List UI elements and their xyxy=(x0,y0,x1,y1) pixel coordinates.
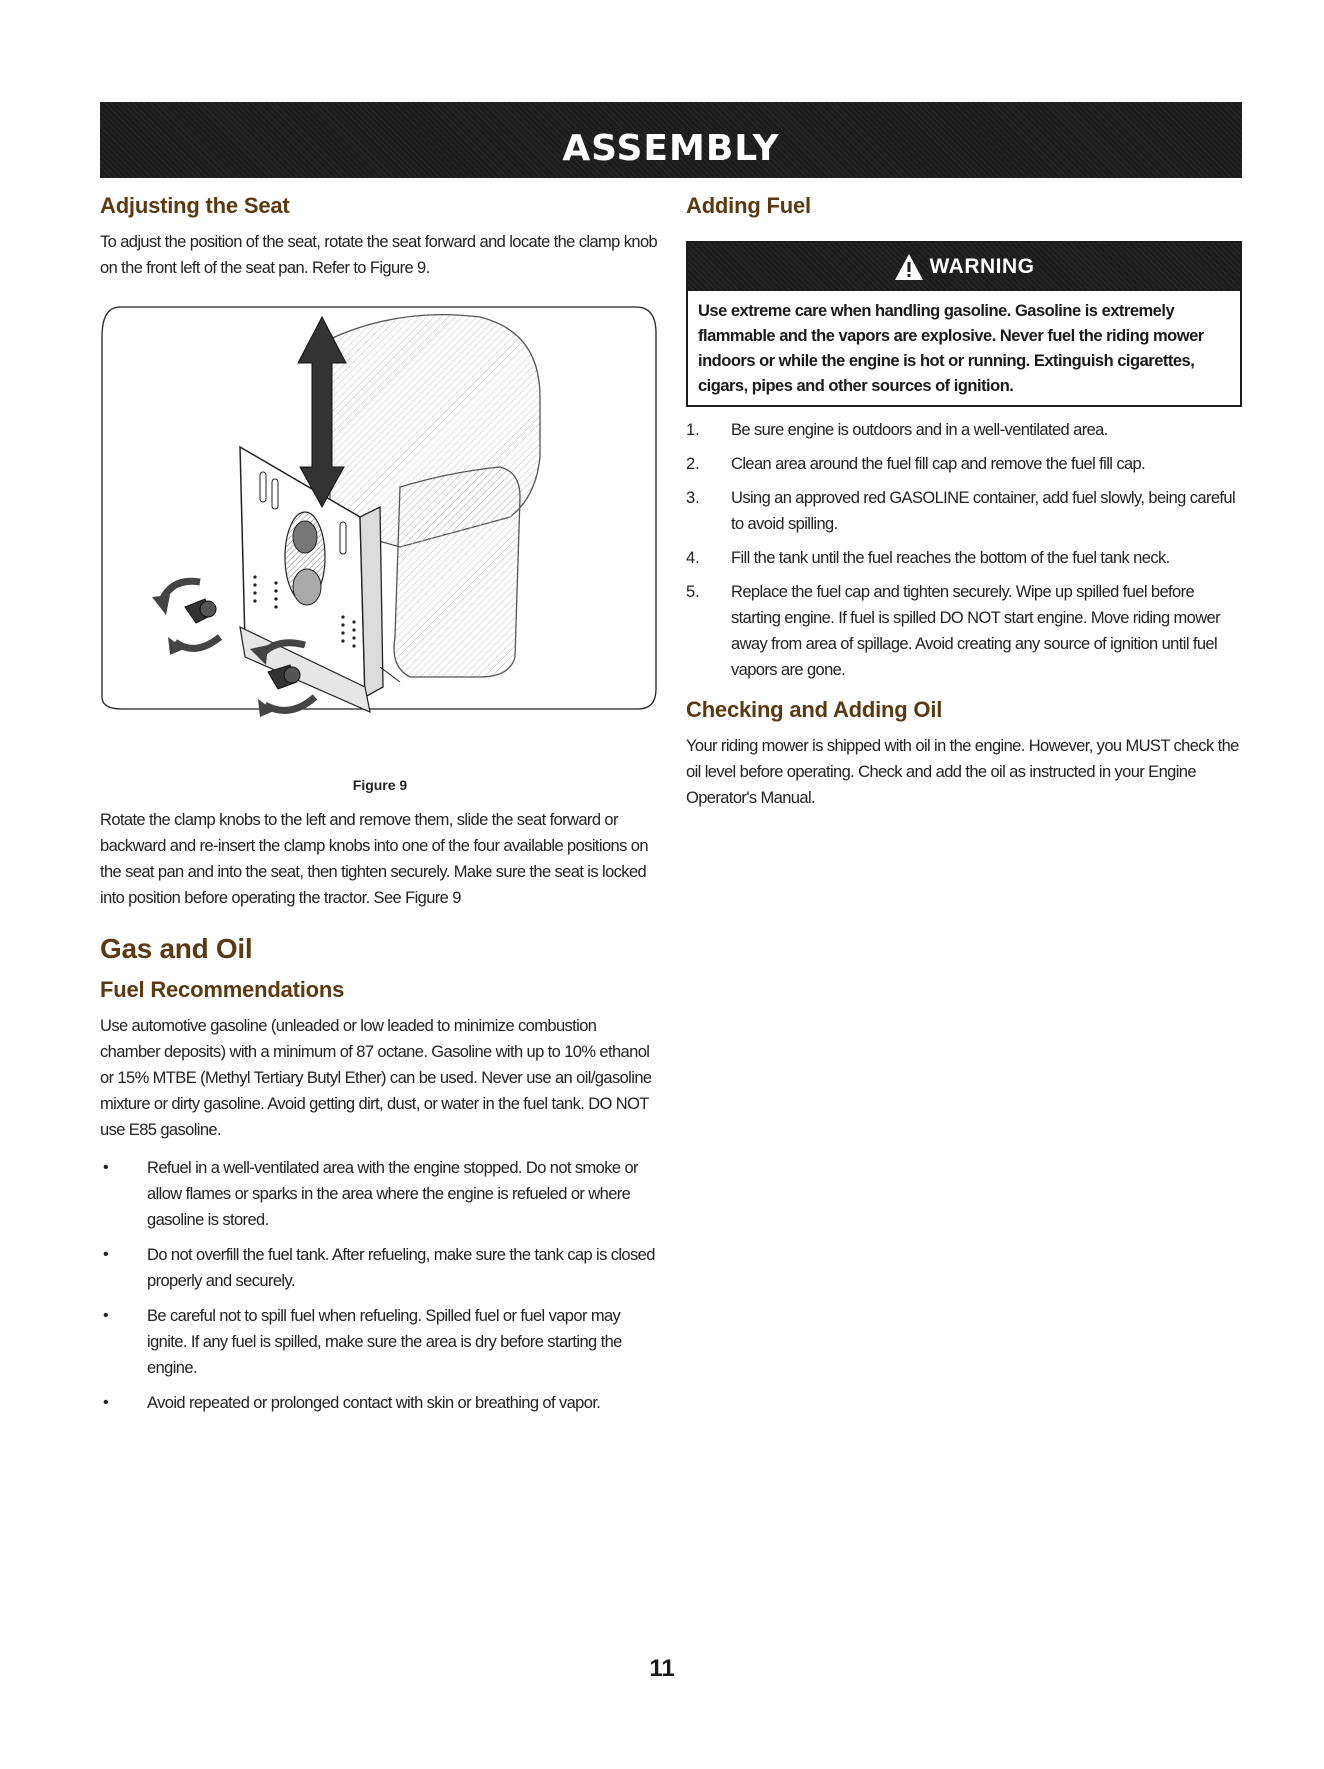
warning-triangle-icon xyxy=(894,252,924,282)
adjusting-seat-instructions: Rotate the clamp knobs to the left and remove them, slide the seat forward or backward and re-insert the clamp knobs into one of the four available positions on the seat pan and into the seat, then tighten securely. Make sure the seat is locked into position before operating the tractor. See Figure 9 xyxy=(100,811,648,907)
adjusting-seat-heading: Adjusting the Seat xyxy=(100,193,290,218)
list-item: 3. Using an approved red GASOLINE container, add fuel slowly, being careful to avoid spilling. xyxy=(686,489,1236,533)
list-item: • Refuel in a well-ventilated area with the engine stopped. Do not smoke or allow flames or sparks in the area where the engine is refueled or where gasoline is stored. xyxy=(103,1159,638,1229)
adding-fuel-heading: Adding Fuel xyxy=(686,193,811,218)
list-item: 2. Clean area around the fuel fill cap and remove the fuel fill cap. xyxy=(686,455,1146,473)
list-item: 4. Fill the tank until the fuel reaches the bottom of the fuel tank neck. xyxy=(686,549,1170,567)
adjusting-seat-intro: To adjust the position of the seat, rotate the seat forward and locate the clamp knob on the front left of the seat pan. Refer to Figure 9. xyxy=(100,233,658,277)
adding-fuel-steps xyxy=(686,417,1242,683)
section-banner xyxy=(100,102,1242,178)
figure-9-seat-illustration xyxy=(100,297,660,767)
warning-box xyxy=(686,241,1242,407)
figure-caption: Figure 9 xyxy=(352,777,408,793)
checking-oil-text: Your riding mower is shipped with oil in the engine. However, you MUST check the oil level before operating. Check and add the oil as instructed in your Engine Operator's Manual. xyxy=(686,737,1239,807)
section-title: ASSEMBLY xyxy=(562,127,780,169)
list-item: • Do not overfill the fuel tank. After refueling, make sure the tank cap is closed properly and securely. xyxy=(103,1246,655,1290)
left-column xyxy=(100,193,660,1425)
warning-label: WARNING xyxy=(929,255,1035,278)
list-item: 5. Replace the fuel cap and tighten securely. Wipe up spilled fuel before starting engine. If fuel is spilled DO NOT start engine. Move riding mower away from area of spillage. Avoid creating any source of ignition until fuel vapors are gone. xyxy=(686,583,1221,679)
fuel-recommendations-text: Use automotive gasoline (unleaded or low leaded to minimize combustion chamber deposits) with a minimum of 87 octane. Gasoline with up to 10% ethanol or 15% MTBE (Methyl Tertiary Butyl Ether) can be used. Never use an oil/gasoline mixture or dirty gasoline. Avoid getting dirt, dust, or water in the fuel tank. DO NOT use E85 gasoline. xyxy=(100,1017,652,1139)
list-item: 1. Be sure engine is outdoors and in a well-ventilated area. xyxy=(686,421,1108,439)
fuel-recommendations-heading: Fuel Recommendations xyxy=(100,977,345,1002)
fuel-safety-list xyxy=(100,1155,660,1416)
checking-oil-heading: Checking and Adding Oil xyxy=(686,697,943,722)
page-number: 11 xyxy=(649,1655,675,1682)
right-column xyxy=(686,193,1242,811)
warning-text: Use extreme care when handling gasoline. Gasoline is extremely flammable and the vapors are explosive. Never fuel the riding mower indoors or while the engine is hot or running. Extinguish cigarettes, cigars, pipes and other sources of ignition. xyxy=(698,302,1204,395)
list-item: • Be careful not to spill fuel when refueling. Spilled fuel or fuel vapor may ignite. If any fuel is spilled, make sure the area is dry before starting the engine. xyxy=(103,1307,622,1377)
warning-header xyxy=(688,243,1240,291)
gas-and-oil-heading: Gas and Oil xyxy=(100,933,253,964)
list-item: • Avoid repeated or prolonged contact with skin or breathing of vapor. xyxy=(103,1394,601,1412)
